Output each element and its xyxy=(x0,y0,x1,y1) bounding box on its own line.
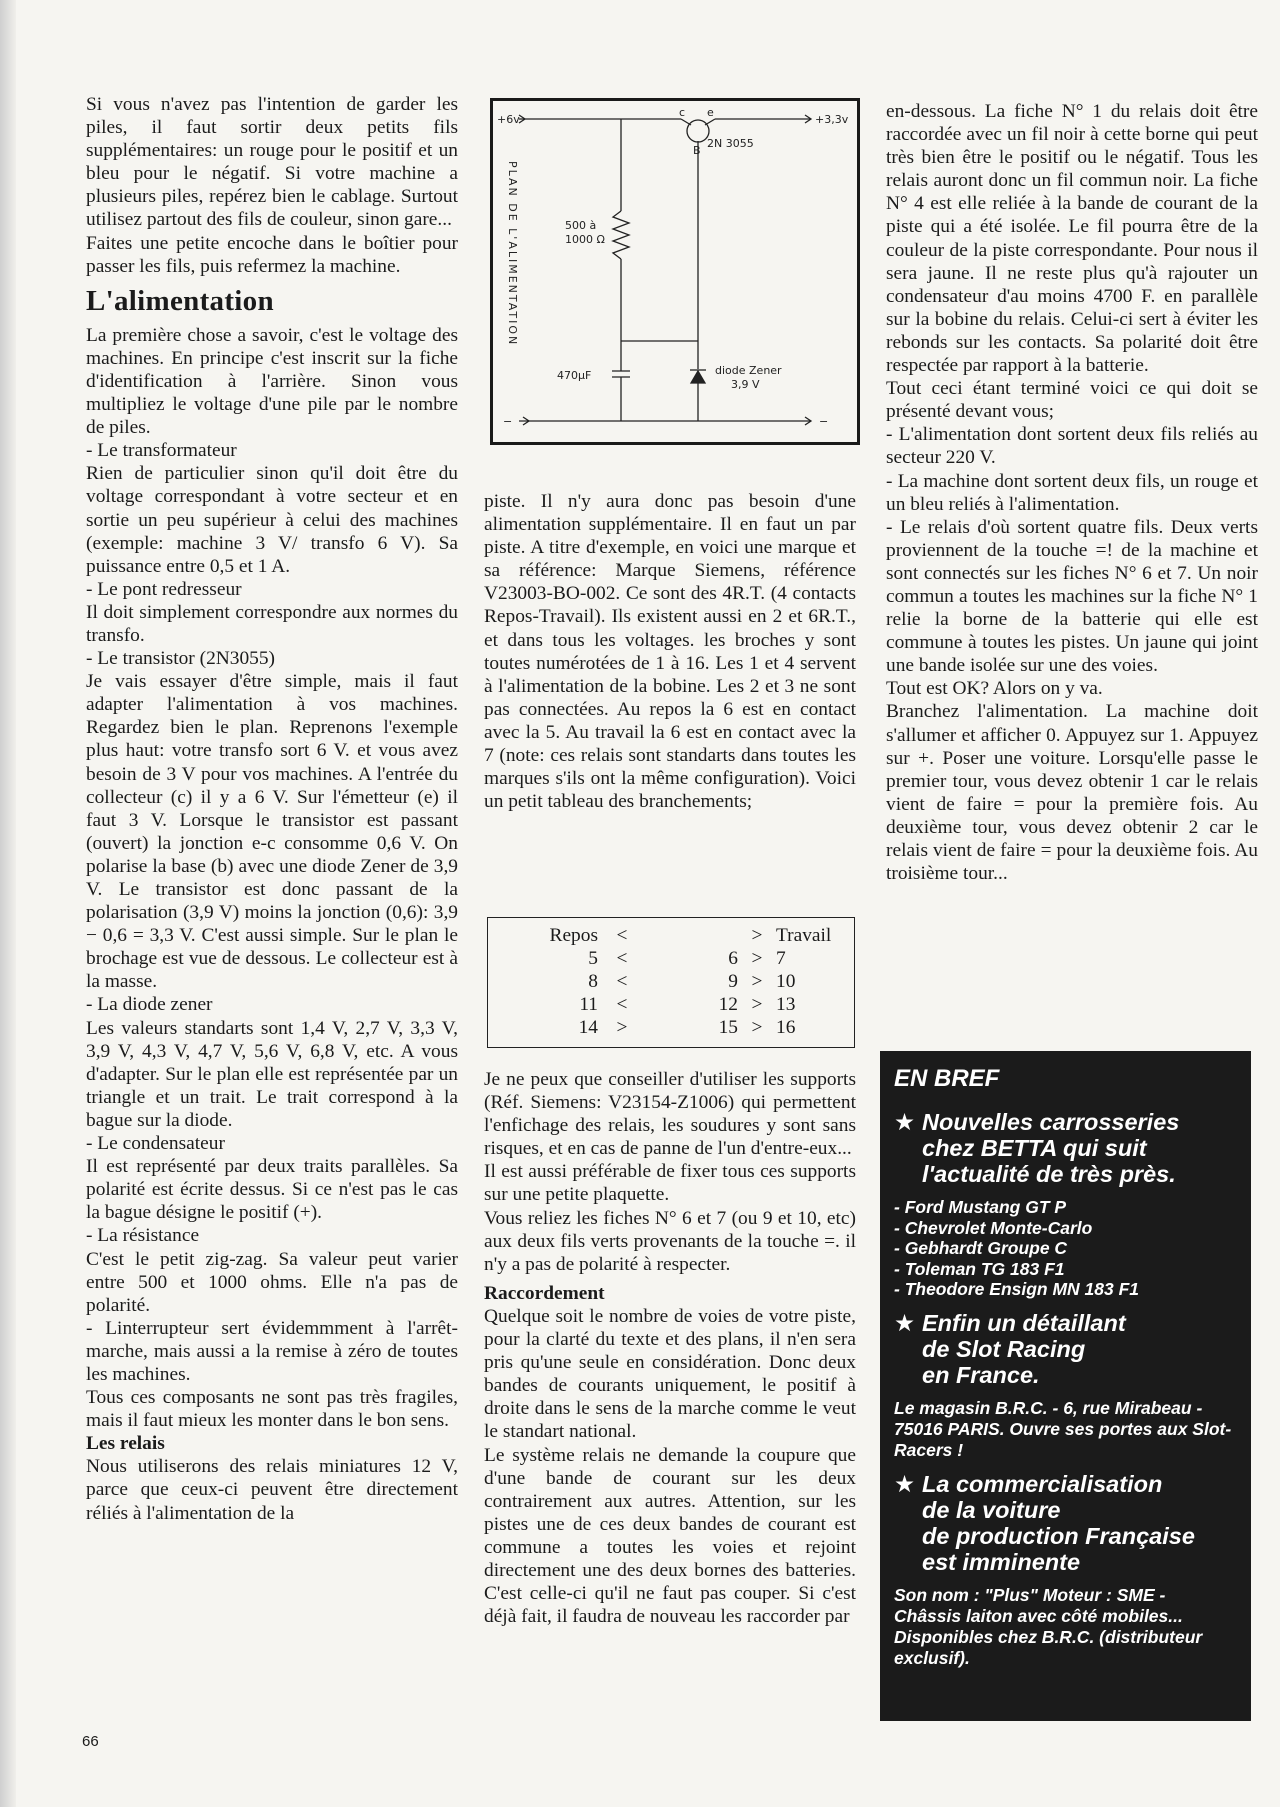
page-number: 66 xyxy=(82,1733,99,1750)
section-heading-raccordement: Raccordement xyxy=(484,1282,605,1304)
paragraph: - La machine dont sortent deux fils, un rouge et un bleu reliés à l'alimentation. xyxy=(886,470,1258,515)
zener-label-2: 3,9 V xyxy=(731,378,760,391)
paragraph: Tous ces composants ne sont pas très fragiles, mais il faut mieux les monter dans le bon sens. xyxy=(86,1387,458,1432)
relay-table-cell: > xyxy=(751,948,763,969)
car-list xyxy=(894,1197,1235,1300)
relay-table-cell: < xyxy=(616,971,628,992)
input-plus-label: +6v xyxy=(497,113,520,126)
zener-label-1: diode Zener xyxy=(715,364,782,377)
input-minus-label: − xyxy=(503,415,513,428)
bref-item-1-title: ★ Nouvelles carrosseries chez BETTA qui suit l'actualité de très près. xyxy=(894,1109,1180,1187)
paragraph: - L'alimentation dont sortent deux fils reliés au secteur 220 V. xyxy=(886,424,1258,469)
relay-table-cell: 13 xyxy=(776,994,796,1015)
paragraph: Le système relais ne demande la coupure que d'une bande de courant sur les deux contrairement aux autres. Attention, sur les pistes une de ces deux bandes de courant est commune a toutes les voies et rejoint directement une des deux bornes des batteries. C'est celle-ci qu'il ne faut pas couper. Si c'est déjà fait, il faudra de nouveau les raccorder par xyxy=(484,1444,856,1628)
paragraph: Branchez l'alimentation. La machine doit s'allumer et afficher 0. Appuyez sur 1. Appuyez sur +. Poser une voiture. Lorsqu'elle passe le premier tour, vous devez obtenir 1 car le relais vient de faire = pour la première fois. Au deuxième tour, vous devez obtenir 2 car le relais vient de faire = pour la deuxième fois. Au troisième tour... xyxy=(886,701,1258,885)
relay-table-row xyxy=(508,924,833,947)
paragraph: - Le relais d'où sortent quatre fils. Deux verts proviennent de la touche =! de la machine et sont connectés sur les fiches N° 6 et 7. Un noir commun a toutes les machines sur la fiche N° 1 relie la borne de la batterie qui elle est commune à toutes les pistes. Un jaune qui joint une bande isolée sur une des voies. xyxy=(886,516,1258,677)
paragraph: Il doit simplement correspondre aux normes du transfo. xyxy=(86,601,458,646)
paragraph: Je ne peux que conseiller d'utiliser les supports (Réf. Siemens: V23154-Z1006) qui permettent l'enfichage des relais, les soudures y sont sans risques, et en cas de panne de l'un d'entre-eux... xyxy=(484,1069,856,1160)
pin-c-label: c xyxy=(679,106,686,119)
relay-table-cell: Repos xyxy=(549,925,598,946)
relay-table-cell: < xyxy=(616,994,628,1015)
bref-item-3-text: Son nom : "Plus" Moteur : SME - Châssis laiton avec côté mobiles... Disponibles chez B.R.C. (distributeur exclusif). xyxy=(894,1584,1203,1668)
paragraph: Vous reliez les fiches N° 6 et 7 (ou 9 et 10, etc) aux deux fils verts provenants de la touche =. il n'y a pas de polarité à respecter. xyxy=(484,1207,856,1275)
column-2-continued xyxy=(484,1068,856,1628)
relay-table-cell xyxy=(644,924,740,947)
relay-table-cell: 15 xyxy=(718,1017,738,1038)
en-bref-title: EN BREF xyxy=(894,1065,1000,1092)
relay-table-cell: 8 xyxy=(588,971,598,992)
relay-table-cell: 12 xyxy=(718,994,738,1015)
pin-e-label: e xyxy=(707,106,714,119)
relay-table-cell: 5 xyxy=(588,948,598,969)
power-supply-schematic xyxy=(490,98,860,445)
car-list-item: - Toleman TG 183 F1 xyxy=(894,1258,1065,1279)
relay-table-cell: < xyxy=(616,925,628,946)
paragraph: Tout est OK? Alors on y va. xyxy=(886,678,1103,700)
relay-table-cell: Travail xyxy=(776,925,832,946)
paragraph: Je vais essayer d'être simple, mais il faut adapter l'alimentation à vos machines. Regardez bien le plan. Reprenons l'exemple plus haut: votre transfo sort 6 V. et vous avez besoin de 3 V pour vos machines. A l'entrée du collecteur (c) il y a 6 V. Sur l'émetteur (e) il faut 3 V. Lorsque le transistor est passant (ouvert) la jonction e-c consomme 0,6 V. On polarise la base (b) avec une diode Zener de 3,9 V. Le transistor est donc passant de la polarisation (3,9 V) moins la jonction (0,6): 3,9 − 0,6 = 3,3 V. C'est aussi simple. Sur le plan le brochage est vue de dessous. Le collecteur est à la masse. xyxy=(86,671,458,993)
transistor-symbol xyxy=(687,120,709,142)
paragraph: Rien de particulier sinon qu'il doit être du voltage correspondant à votre secteur et en sortie un peu supérieur à celui des machines (exemple: machine 3 V/ transfo 6 V). Sa puissance entre 0,5 et 1 A. xyxy=(86,463,458,577)
capacitor-value: 470µF xyxy=(557,369,592,382)
paragraph: Si vous n'avez pas l'intention de garder les piles, il faut sortir deux petits fils supplémentaires: un rouge pour le positif et un bleu pour le négatif. Si votre machine a plusieurs piles, repérez bien le cablage. Surtout utilisez partout des fils de couleur, sinon gare... xyxy=(86,94,458,231)
relay-table-cell: > xyxy=(616,1017,628,1038)
car-list-item: - Ford Mustang GT P xyxy=(894,1197,1067,1217)
relay-table-cell: 11 xyxy=(579,994,598,1015)
paragraph: Tout ceci étant terminé voici ce qui doit se présenté devant vous; xyxy=(886,378,1258,423)
paragraph: piste. Il n'y aura donc pas besoin d'une alimentation supplémentaire. Il en faut un par piste. A titre d'exemple, en voici une marque et sa référence: Marque Siemens, référence V23003-BO-002. Ce sont des 4R.T. (4 contacts Repos-Travail). Ils existent aussi en 2 et 6R.T., et dans tous les voltages. les broches y sont toutes numérotées de 1 à 16. Les 1 et 4 servent à l'alimentation de la bobine. Les 2 et 3 ne sont pas connectées. Au repos la 6 est en contact avec la 5. Au travail la 6 est en contact avec la 7 (note: ces relais sont standarts dans toutes les marques s'ils ont la même configuration). Voici un petit tableau des branchements; xyxy=(484,491,856,813)
relay-table-cell: > xyxy=(751,1017,763,1038)
relay-table-row xyxy=(508,1016,833,1039)
paragraph: - Linterrupteur sert évidemmment à l'arrêt-marche, mais aussi a la remise à zéro de toutes les machines. xyxy=(86,1317,458,1385)
output-plus-label: +3,3v xyxy=(815,113,849,126)
section-heading-alimentation: L'alimentation xyxy=(86,284,274,317)
paragraph: Quelque soit le nombre de voies de votre piste, pour la clarté du texte et des plans, il n'en sera pris qu'une seule en considération. Donc deux bandes de courants uniquement, le positif à droite dans le sens de la marche comme le veut le standart national. xyxy=(484,1305,856,1443)
resistor-value-1: 500 à xyxy=(565,219,597,232)
car-list-item: - Chevrolet Monte-Carlo xyxy=(894,1217,1093,1238)
relay-table-cell: 7 xyxy=(776,948,786,969)
relay-table-cell: > xyxy=(751,971,763,992)
transistor-label: 2N 3055 xyxy=(707,137,754,150)
section-heading-relais: Les relais xyxy=(86,1433,165,1455)
paragraph: Il est représenté par deux traits parallèles. Sa polarité est écrite dessus. Si ce n'est pas le cas la bague désigne le positif (+). xyxy=(86,1156,458,1224)
car-list-item: - Theodore Ensign MN 183 F1 xyxy=(894,1279,1140,1299)
subsection-title: - Le transformateur xyxy=(86,440,237,462)
paragraph: Faites une petite encoche dans le boîtier pour passer les fils, puis refermez la machine. xyxy=(86,232,458,277)
relay-table-cell: 14 xyxy=(578,1017,598,1038)
relay-pin-table xyxy=(487,917,855,1048)
paragraph: Nous utiliserons des relais miniatures 12 V, parce que ceux-ci peuvent être directement réliés à l'alimentation de la xyxy=(86,1456,458,1524)
bref-item-3-title: ★ La commercialisation de la voiture de production Française est imminente xyxy=(894,1470,1195,1575)
column-1 xyxy=(86,93,458,1525)
subsection-title: - Le condensateur xyxy=(86,1133,225,1155)
paragraph: Les valeurs standarts sont 1,4 V, 2,7 V, 3,3 V, 3,9 V, 4,3 V, 4,7 V, 5,6 V, 6,8 V, etc. A vous d'adapter. Sur le plan elle est représentée par un triangle et un trait. Le trait correspond à la bague sur la diode. xyxy=(86,1017,458,1131)
subsection-title: - La résistance xyxy=(86,1225,200,1247)
column-3 xyxy=(886,100,1258,885)
relay-table-cell: > xyxy=(751,925,763,946)
star-icon: ★ xyxy=(894,1470,916,1497)
subsection-title: - Le pont redresseur xyxy=(86,578,242,600)
paragraph: C'est le petit zig-zag. Sa valeur peut varier entre 500 et 1000 ohms. Elle n'a pas de polarité. xyxy=(86,1248,458,1316)
schematic-title: PLAN DE L'ALIMENTATION xyxy=(506,161,519,347)
relay-table-cell: 16 xyxy=(776,1017,796,1038)
relay-table-row xyxy=(508,970,833,993)
subsection-title: - La diode zener xyxy=(86,994,213,1016)
relay-table-row xyxy=(508,947,833,970)
paragraph: La première chose a savoir, c'est le voltage des machines. En principe c'est inscrit sur la fiche d'identification à l'arrière. Sinon vous multipliez le voltage d'une pile par le nombre de piles. xyxy=(86,324,458,439)
resistor-value-2: 1000 Ω xyxy=(565,233,605,246)
relay-table-cell: < xyxy=(616,948,628,969)
star-icon: ★ xyxy=(894,1109,916,1135)
resistor-zigzag xyxy=(613,211,629,259)
relay-table-cell: 6 xyxy=(728,948,738,969)
en-bref-box xyxy=(880,1051,1251,1721)
relay-table-cell: > xyxy=(751,994,763,1015)
car-list-item: - Gebhardt Groupe C xyxy=(894,1238,1068,1258)
pin-b-label: B xyxy=(693,144,701,157)
bref-item-2-title: ★ Enfin un détaillant de Slot Racing en France. xyxy=(894,1309,1126,1388)
paragraph: Il est aussi préférable de fixer tous ces supports sur une petite plaquette. xyxy=(484,1161,856,1206)
bref-item-2-text: Le magasin B.R.C. - 6, rue Mirabeau - 75016 PARIS. Ouvre ses portes aux Slot-Racers ! xyxy=(894,1397,1232,1460)
paragraph: en-dessous. La fiche N° 1 du relais doit être raccordée avec un fil noir à cette borne qui peut très bien être le positif ou le négatif. Tous les relais auront donc un fil commun noir. La fiche N° 4 est elle reliée à la bande de courant de la piste qui a été isolée. Le fil pourra être de la couleur de la piste correspondante. Pour nous il sera jaune. Il ne reste plus qu'à rajouter un condensateur d'au moins 4700 F. en parallèle sur la bobine du relais. Celui-ci sert à éviter les rebonds sur les contacts. Sa polarité doit être respectée par rapport à la batterie. xyxy=(886,101,1258,377)
star-icon: ★ xyxy=(894,1309,916,1336)
relay-table-row xyxy=(508,993,833,1016)
output-minus-label: − xyxy=(819,415,829,428)
subsection-title: - Le transistor (2N3055) xyxy=(86,648,276,670)
page-binding-edge xyxy=(0,0,16,1807)
relay-table-cell: 9 xyxy=(728,971,738,992)
relay-table-cell: 10 xyxy=(776,971,796,992)
column-2 xyxy=(484,490,856,813)
